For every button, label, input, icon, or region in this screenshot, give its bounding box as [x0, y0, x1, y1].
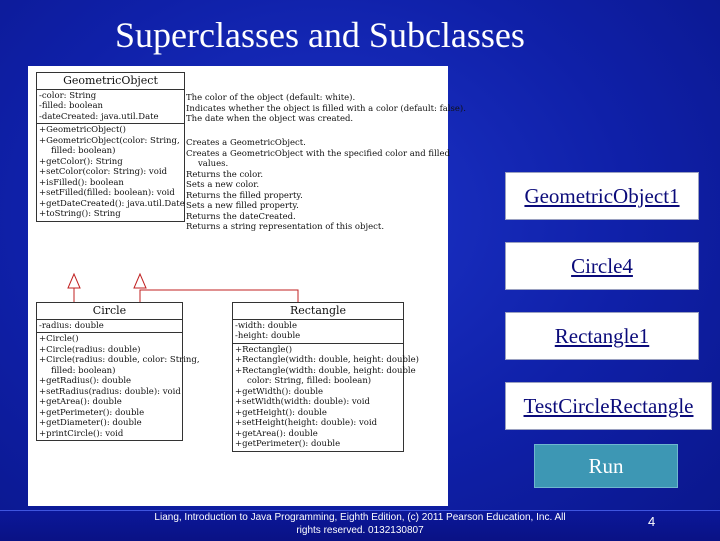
inheritance-triangle-rectangle: [134, 274, 146, 288]
slide-title: Superclasses and Subclasses: [115, 15, 525, 55]
uml-class-diagram: [28, 66, 466, 506]
method-row: +setColor(color: String): void: [39, 167, 168, 178]
description-row: Returns the color.: [186, 169, 264, 180]
description-row: Creates a GeometricObject.: [186, 138, 306, 148]
attributes-section: [37, 320, 182, 334]
method-row: +printCircle(): void: [39, 428, 124, 439]
method-row: +toString(): String: [39, 209, 121, 220]
footer-line: rights reserved. 0132130807: [296, 525, 424, 536]
description-row: Indicates whether the object is filled with a color (default: false).: [186, 103, 466, 114]
method-row: +Rectangle(width: double, height: double: [235, 365, 416, 376]
attributes-section: [233, 320, 403, 344]
method-row: +setWidth(width: double): void: [235, 397, 370, 408]
circle4-link[interactable]: Circle4: [505, 242, 699, 290]
method-row: +getPerimeter(): double: [235, 439, 341, 450]
method-row: +Circle(): [39, 334, 79, 345]
class-box-circle: [36, 302, 200, 441]
methods-section: [233, 344, 419, 451]
footer-line: Liang, Introduction to Java Programming, Eighth Edition, (c) 2011 Pearson Education, Inc. All: [154, 512, 566, 523]
attribute-row: -radius: double: [39, 320, 104, 331]
description-row: Returns the dateCreated.: [186, 211, 296, 222]
attribute-row: -filled: boolean: [39, 101, 103, 112]
method-row: +getRadius(): double: [39, 376, 132, 387]
description-row: values.: [198, 159, 229, 170]
class-name: GeometricObject: [37, 73, 184, 90]
method-row: +Rectangle(): [235, 344, 293, 355]
method-row: +getHeight(): double: [235, 407, 327, 418]
attribute-row: -dateCreated: java.util.Date: [39, 111, 159, 122]
method-row: +GeometricObject(color: String,: [39, 135, 180, 146]
method-row: +setFilled(filled: boolean): void: [39, 188, 175, 199]
method-row: +getArea(): double: [235, 428, 318, 439]
description-row: Returns the filled property.: [186, 190, 303, 201]
method-row: filled: boolean): [51, 146, 116, 157]
attribute-row: -color: String: [39, 90, 97, 101]
footer-copyright: [140, 510, 580, 537]
method-row: +Circle(radius: double): [39, 344, 141, 355]
page-number: 4: [648, 514, 656, 529]
method-row: +isFilled(): boolean: [39, 177, 124, 188]
rectangle1-link[interactable]: Rectangle1: [505, 312, 699, 360]
description-row: Creates a GeometricObject with the specified color and filled: [186, 148, 450, 159]
method-row: +getDateCreated(): java.util.Date: [39, 198, 185, 209]
attribute-row: -width: double: [235, 320, 297, 331]
method-row: +GeometricObject(): [39, 125, 126, 136]
method-row: +getPerimeter(): double: [39, 407, 145, 418]
rectangle-inherits-line: [140, 290, 298, 302]
method-row: +getWidth(): double: [235, 386, 324, 397]
run-button[interactable]: Run: [534, 444, 678, 488]
methods-section: [37, 333, 200, 440]
method-row: +getArea(): double: [39, 397, 122, 408]
geometric-object1-link[interactable]: GeometricObject1: [505, 172, 699, 220]
inheritance-triangle-circle: [68, 274, 80, 288]
method-row: +setRadius(radius: double): void: [39, 386, 181, 397]
method-row: +getColor(): String: [39, 156, 123, 167]
class-box-rectangle: [232, 302, 419, 452]
method-row: +Circle(radius: double, color: String,: [39, 355, 200, 366]
description-row: Returns a string representation of this object.: [186, 222, 385, 233]
attribute-row: -height: double: [235, 331, 301, 342]
class-name: Rectangle: [233, 303, 403, 320]
description-row: Sets a new filled property.: [186, 201, 299, 212]
class-name: Circle: [37, 303, 182, 320]
method-row: +getDiameter(): double: [39, 418, 142, 429]
method-row: +Rectangle(width: double, height: double): [235, 355, 419, 366]
method-row: filled: boolean): [51, 365, 116, 376]
test-circle-rectangle-link[interactable]: TestCircleRectangle: [505, 382, 712, 430]
description-row: Sets a new color.: [186, 180, 260, 191]
method-row: +setHeight(height: double): void: [235, 418, 378, 429]
description-row: The color of the object (default: white).: [186, 93, 356, 103]
description-row: The date when the object was created.: [186, 114, 354, 125]
method-row: color: String, filled: boolean): [247, 376, 372, 387]
